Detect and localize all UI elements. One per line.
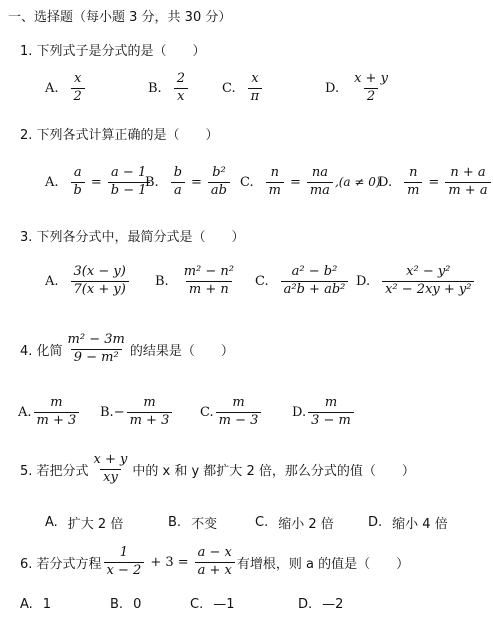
- question-3-stem: 3. 下列各分式中，最简分式是（ ）: [20, 230, 245, 245]
- option-label: B.: [110, 597, 124, 612]
- fraction: $\frac{x + y}{2}$: [354, 71, 388, 104]
- q1-option-c: [222, 72, 264, 105]
- option-text: 不变: [191, 517, 218, 532]
- option-text: 缩小 4 倍: [392, 517, 448, 532]
- q2-option-b: B. $\frac{b}{a}$ = $\frac{\text{b²}}{ab}$: [145, 166, 232, 199]
- q3-option-b: B. $\frac{\text{m² − n²}}{m + n}$: [155, 264, 234, 297]
- option-text: 0: [133, 597, 142, 612]
- option-text: —1: [213, 597, 235, 612]
- q4-option-c: C. $\frac{m}{m - 3}$: [200, 396, 263, 429]
- option-label: A.: [45, 80, 59, 96]
- q4-option-a: A. $\frac{m}{m + 3}$: [18, 396, 81, 429]
- option-label: C.: [255, 273, 269, 289]
- q1-option-d: [325, 72, 393, 105]
- q6-option-d: [298, 597, 343, 612]
- sign: −: [113, 404, 125, 420]
- option-label: A.: [45, 273, 59, 289]
- q4-option-b: B. − $\frac{m}{m + 3}$: [100, 396, 174, 429]
- q3-option-c: C. $\frac{\text{a² − b²}}{\text{a²b + ab²}}$: [255, 265, 350, 298]
- question-2-stem: 2. 下列各式计算正确的是（ ）: [20, 128, 219, 143]
- option-text: —2: [322, 597, 344, 612]
- option-label: D.: [292, 404, 307, 420]
- q2-option-d: D. $\frac{n}{m}$ = $\frac{n + a}{m + a}$: [378, 166, 493, 199]
- q6-option-c: [190, 597, 235, 612]
- option-text: 扩大 2 倍: [67, 517, 124, 532]
- option-label: B.: [145, 174, 159, 190]
- option-label: B.: [100, 404, 114, 420]
- option-text: 缩小 2 倍: [278, 517, 334, 532]
- option-label: D.: [356, 273, 371, 289]
- q5-option-a: [45, 513, 123, 532]
- q3-option-a: A. $\frac{3(x - y)}{7(x + y)}$: [45, 265, 131, 298]
- question-1-stem: 1. 下列式子是分式的是（ ）: [20, 44, 206, 59]
- fraction: $\frac{x}{\pi}$: [248, 72, 263, 105]
- option-label: A.: [18, 404, 32, 420]
- option-label: A.: [45, 174, 59, 190]
- q5-option-b: [168, 513, 217, 532]
- option-label: B.: [148, 80, 162, 96]
- option-label: C.: [200, 404, 214, 420]
- q6-option-b: [110, 597, 141, 612]
- q1-option-b: [148, 72, 190, 105]
- option-label: B.: [168, 515, 182, 530]
- section-title: 一、选择题（每小题 3 分，共 30 分）: [8, 10, 232, 25]
- option-label: D.: [378, 174, 393, 190]
- option-label: A.: [45, 515, 58, 530]
- q2-option-a: A. $\frac{a}{b}$ = $\frac{a - 1}{b - 1}$: [45, 166, 152, 199]
- q1-option-a: [45, 72, 87, 105]
- q4-option-d: D. $\frac{m}{3 - m}$: [292, 396, 356, 429]
- option-label: D.: [325, 80, 340, 96]
- q2-option-c: C. $\frac{n}{m}$ = $\frac{na}{ma}$ ,(a ≠ 0): [240, 165, 381, 198]
- option-label: B.: [155, 273, 169, 289]
- option-label: C.: [222, 80, 236, 96]
- q6-option-a: [20, 597, 51, 612]
- q5-option-c: [255, 513, 334, 532]
- question-4-stem: 4. 化简 $\frac{\text{m² − 3m}}{\text{9 − m²}}$ 的结果是（ ）: [20, 332, 234, 365]
- option-label: D.: [368, 515, 383, 530]
- fraction: $\frac{x}{2}$: [71, 72, 85, 105]
- option-text: 1: [42, 597, 52, 612]
- fraction: $\frac{2}{x}$: [174, 72, 188, 105]
- option-label: D.: [298, 597, 313, 612]
- option-label: C.: [255, 515, 269, 530]
- question-5-stem: 5. 若把分式 $\frac{x + y}{xy}$ 中的 x 和 y 都扩大 2 倍，那么分式的值（ ）: [20, 452, 415, 485]
- q5-option-d: [368, 513, 448, 532]
- option-label: A.: [20, 597, 33, 612]
- option-label: C.: [240, 174, 254, 190]
- option-label: C.: [190, 597, 204, 612]
- question-6-stem: 6. 若分式方程 $\frac{1}{x - 2}$ + 3 = $\frac{a - x}{a + x}$ 有增根，则 a 的值是（ ）: [20, 545, 410, 578]
- q3-option-d: D. $\frac{\text{x² − y²}}{\text{x² − 2xy + y²}}$: [356, 265, 476, 298]
- condition: ,(a ≠ 0): [334, 175, 381, 190]
